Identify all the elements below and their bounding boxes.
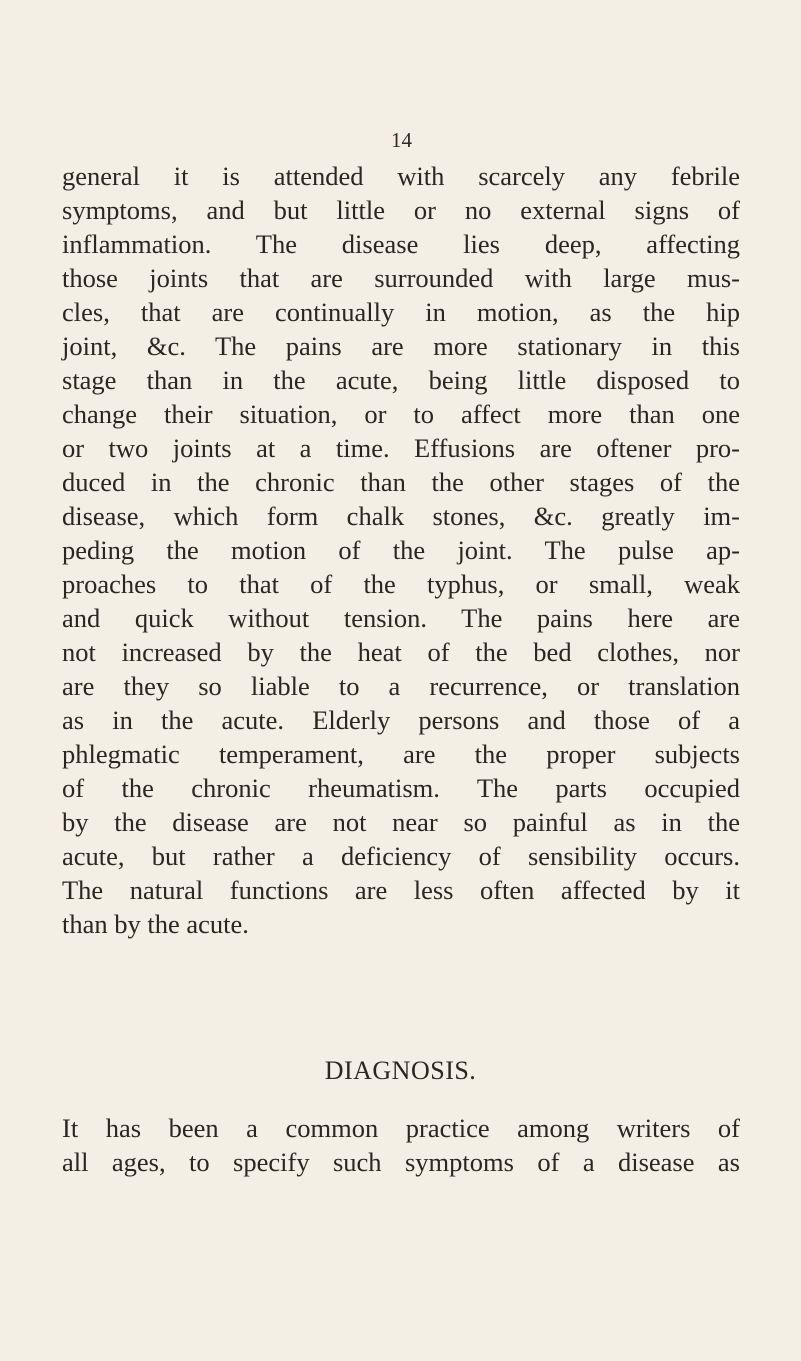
section-heading-diagnosis: DIAGNOSIS. [324,1056,477,1085]
text-line: stage than in the acute, being little disposed to [62,365,740,395]
text-line: phlegmatic temperament, are the proper subjects [62,739,740,769]
text-line: peding the motion of the joint. The pulse ap- [62,535,740,565]
text-line: The natural functions are less often affected by it [62,875,740,905]
text-line: by the disease are not near so painful as in the [62,807,740,837]
text-line: proaches to that of the typhus, or small, weak [62,569,740,599]
text-line: of the chronic rheumatism. The parts occupied [62,773,740,803]
text-line: symptoms, and but little or no external signs of [62,195,740,225]
text-line: general it is attended with scarcely any febrile [62,161,740,191]
text-line: cles, that are continually in motion, as the hip [62,297,740,327]
text-line: change their situation, or to affect more than one [62,399,740,429]
text-line: those joints that are surrounded with large mus- [62,263,740,293]
text-line: disease, which form chalk stones, &c. greatly im- [62,501,740,531]
page-number: 14 [391,128,412,152]
text-line: joint, &c. The pains are more stationary in this [62,331,740,361]
text-line: or two joints at a time. Effusions are oftener pro- [62,433,740,463]
text-line: and quick without tension. The pains here are [62,603,740,633]
text-line: not increased by the heat of the bed clothes, nor [62,637,740,667]
text-line: duced in the chronic than the other stages of the [62,467,740,497]
text-line: are they so liable to a recurrence, or translation [62,671,740,701]
text-line: all ages, to specify such symptoms of a disease as [62,1147,740,1177]
text-line: as in the acute. Elderly persons and those of a [62,705,740,735]
text-line: It has been a common practice among writers of [62,1113,740,1143]
text-line: acute, but rather a deficiency of sensibility occurs. [62,841,740,871]
text-line: than by the acute. [62,909,249,939]
text-line: inflammation. The disease lies deep, affecting [62,229,740,259]
